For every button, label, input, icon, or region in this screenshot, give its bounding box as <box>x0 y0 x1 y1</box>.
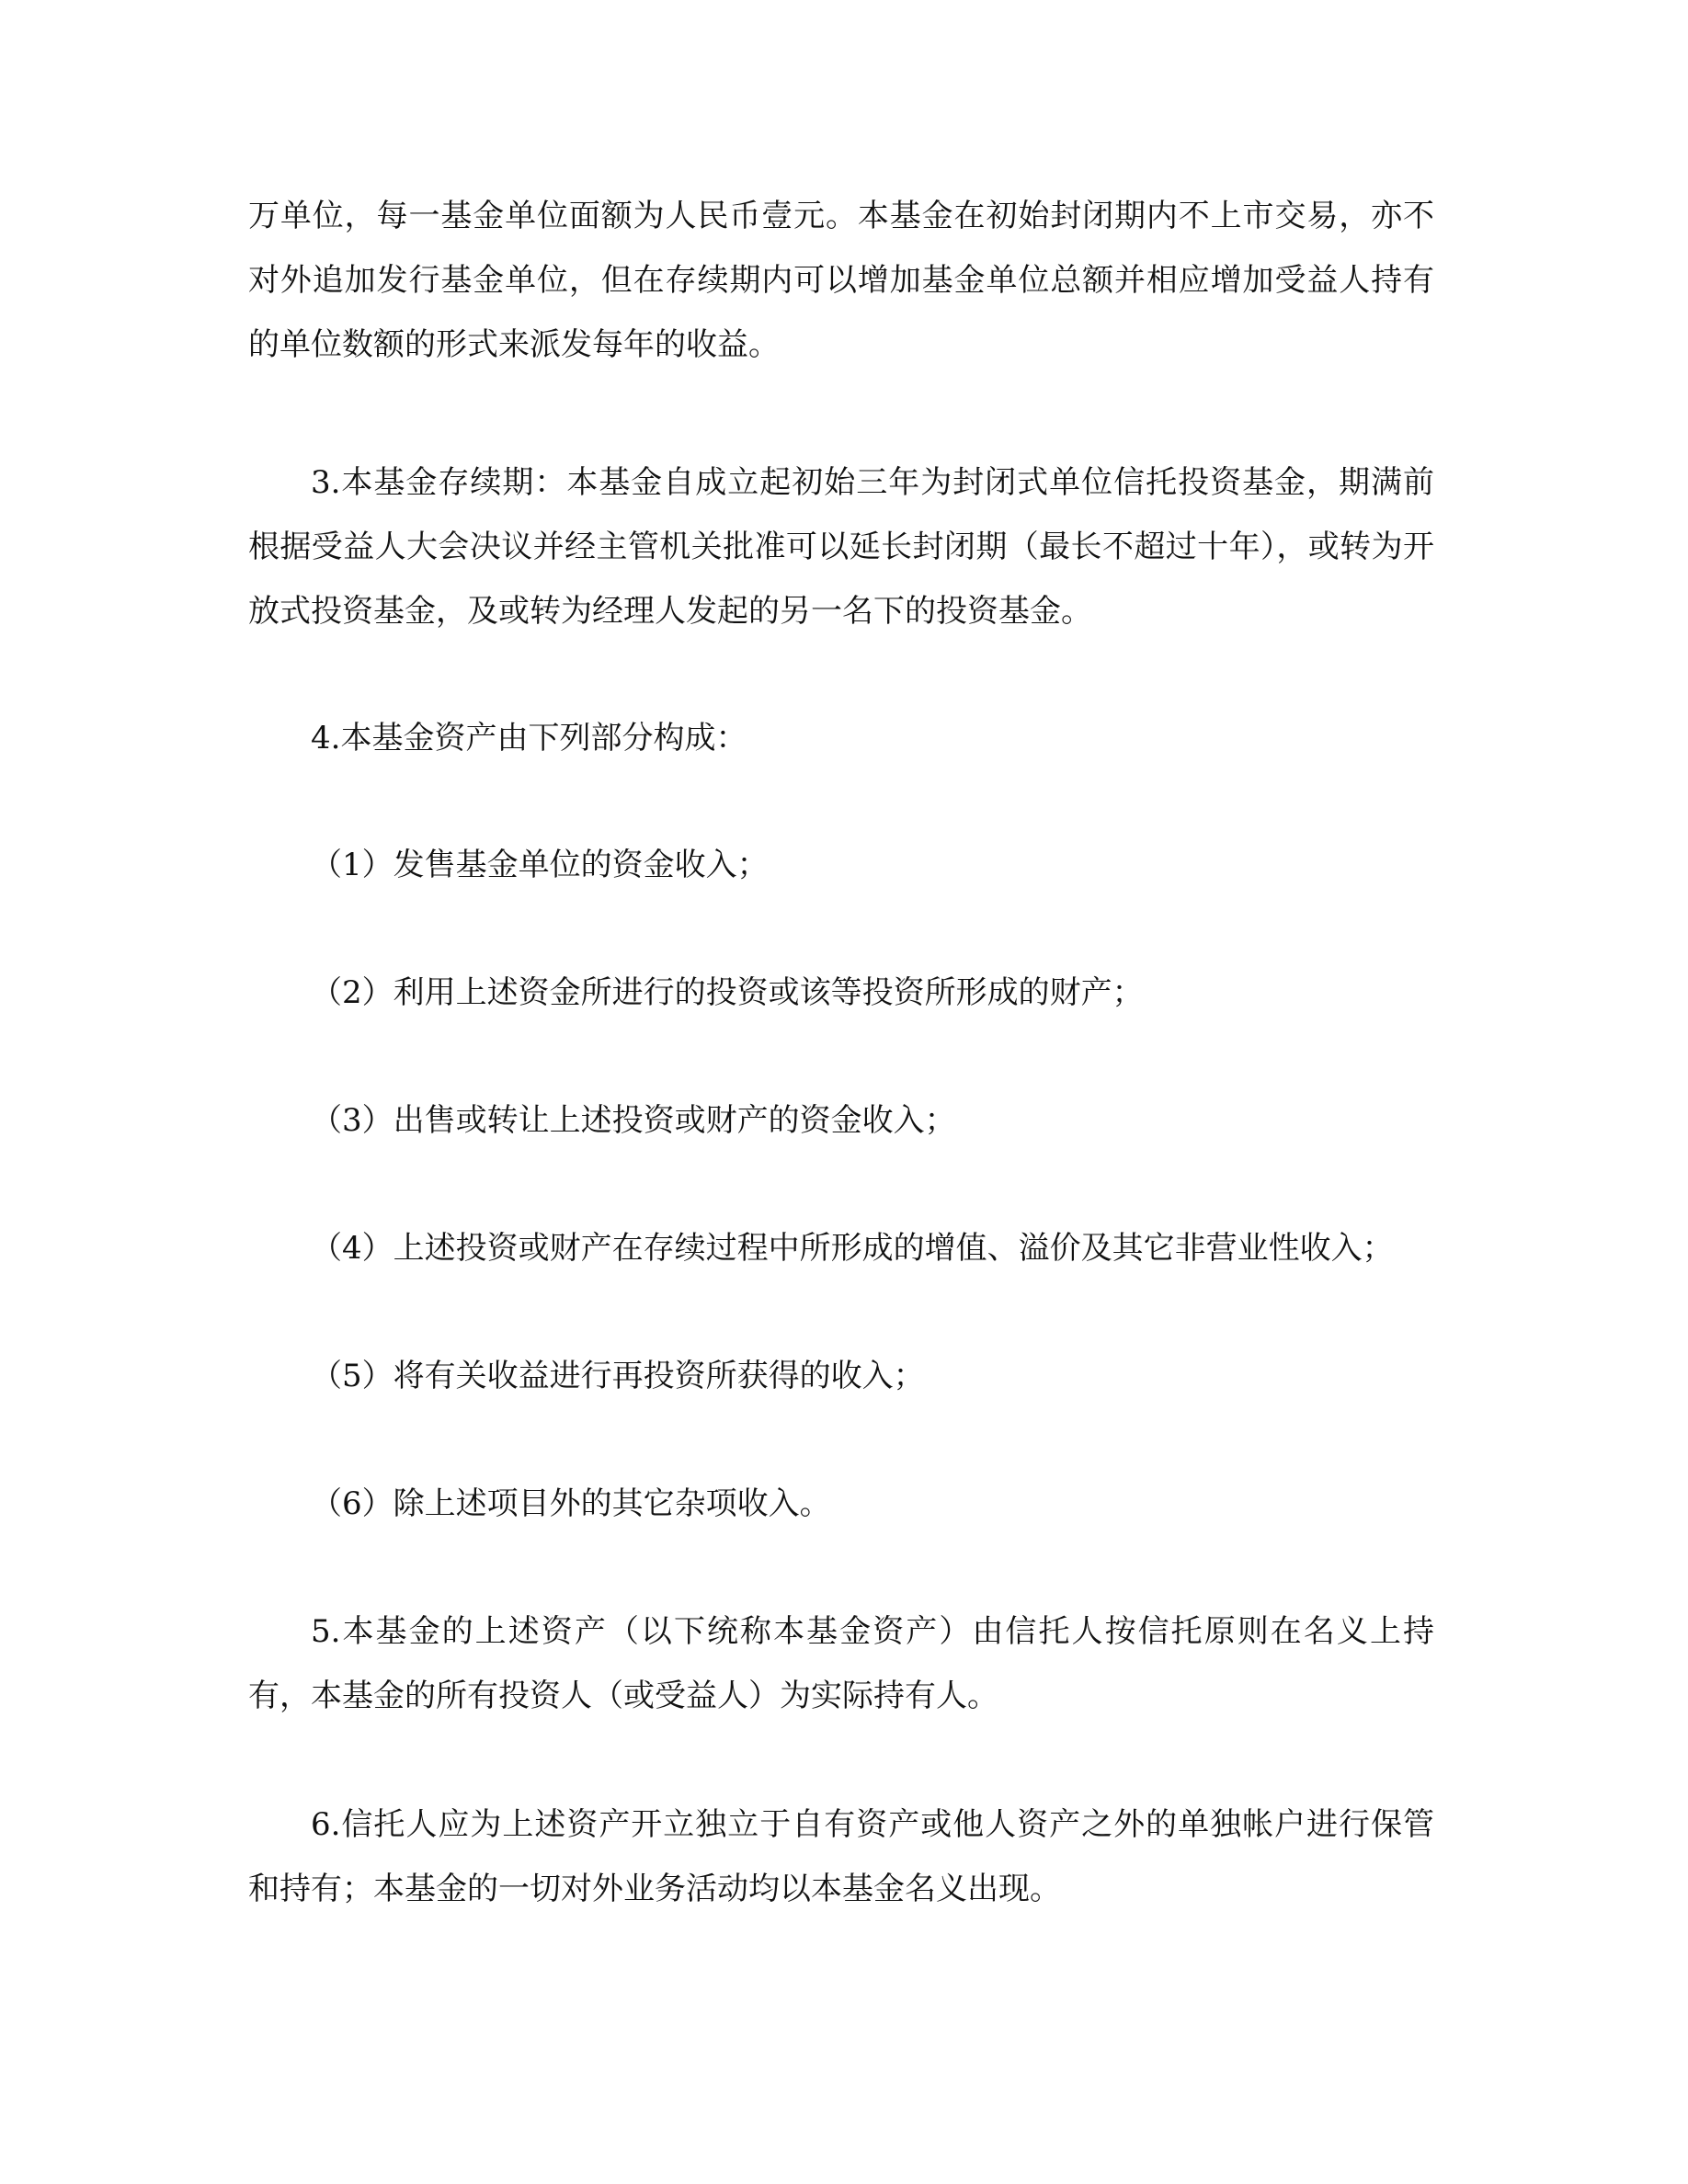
paragraph-intro: 万单位，每一基金单位面额为人民币壹元。本基金在初始封闭期内不上市交易，亦不对外追加发行基金单位，但在存续期内可以增加基金单位总额并相应增加受益人持有的单位数额的形式来派发每年的收益。 <box>248 198 1434 363</box>
list-item-3: （3）出售或转让上述投资或财产的资金收入； <box>311 1102 956 1139</box>
list-item-5: （5）将有关收益进行再投资所获得的收入； <box>311 1358 925 1394</box>
paragraph-clause-3: 3.本基金存续期：本基金自成立起初始三年为封闭式单位信托投资基金，期满前根据受益人大会决议并经主管机关批准可以延长封闭期（最长不超过十年），或转为开放式投资基金，及或转为经理人发起的另一名下的投资基金。 <box>248 464 1434 630</box>
list-item-6: （6）除上述项目外的其它杂项收入。 <box>311 1485 831 1522</box>
list-item-4: （4）上述投资或财产在存续过程中所形成的增值、溢价及其它非营业性收入； <box>311 1230 1394 1267</box>
paragraph-clause-4: 4.本基金资产由下列部分构成： <box>311 720 747 756</box>
list-item-2: （2）利用上述资金所进行的投资或该等投资所形成的财产； <box>311 974 1144 1011</box>
paragraph-clause-6: 6.信托人应为上述资产开立独立于自有资产或他人资产之外的单独帐户进行保管和持有；本基金的一切对外业务活动均以本基金名义出现。 <box>248 1806 1434 1907</box>
paragraph-clause-5: 5.本基金的上述资产（以下统称本基金资产）由信托人按信托原则在名义上持有，本基金的所有投资人（或受益人）为实际持有人。 <box>248 1613 1434 1714</box>
list-item-1: （1）发售基金单位的资金收入； <box>311 847 769 883</box>
